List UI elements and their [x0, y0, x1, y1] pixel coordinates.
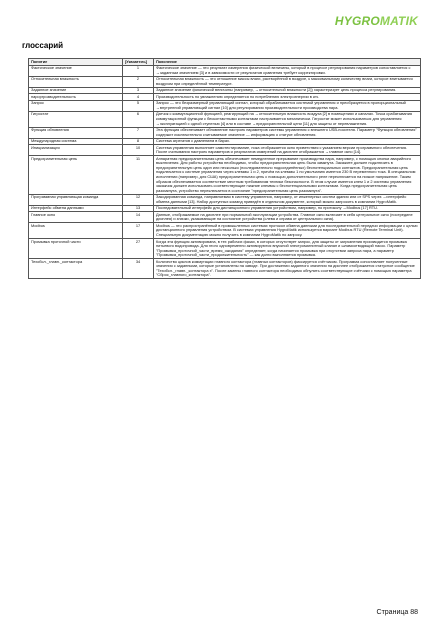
table-row	[29, 223, 421, 239]
table-row	[29, 194, 421, 205]
cell-term: Гигростат	[29, 111, 123, 127]
column-header-term: Понятие	[29, 59, 123, 66]
cell-description: Modbus — это распространённый в промышленных системах протокол обмена данными для последовательной передачи информации с целью дистанционного управления устройством. В системах управления HygroMatik используется вариант Modbus RTU (Remote Terminal Unit). Специальную документацию можно получить в компании HygroMatik по запросу.	[154, 223, 421, 239]
cell-description: Закодированная команда, направляемая в систему управления, например, от инженерных систем здания или от SPS через →интерфейс обмена данными [13]. Набор доступных команд приведён в отдельном документе, который можно запросить в компании HygroMatik.	[154, 194, 421, 205]
cell-term: Заданное значение	[29, 87, 123, 94]
cell-index: 4	[123, 94, 154, 101]
cell-description: Фактическое значение — это результат измерения физической величины, который в процессе регулирования параметров сопоставляется с →заданным значением [3] и в зависимости от результатов сравнения требует корректировки.	[154, 65, 421, 76]
table-row	[29, 111, 421, 127]
hygromatik-logo	[335, 14, 418, 28]
cell-index: 5	[123, 100, 154, 111]
cell-index: 2	[123, 76, 154, 87]
cell-description: Система агрегатов с давлением в барах.	[154, 138, 421, 145]
column-header-index: [Указатель]	[123, 59, 154, 66]
page-title: глоссарий	[22, 41, 64, 50]
cell-index: 10	[123, 145, 154, 156]
cell-term: Интерфейс обмена данными	[29, 205, 123, 212]
cell-index: 7	[123, 127, 154, 138]
logo-text-matik: MATIK	[379, 14, 418, 28]
cell-description: Последовательный интерфейс для дистанционного управления устройством, например, по протоколу →Modbus [17] RTU.	[154, 205, 421, 212]
cell-term: Фактическое значение	[29, 65, 123, 76]
cell-term: Промывка проточной части	[29, 239, 123, 259]
table-row	[29, 156, 421, 194]
column-header-description: Пояснение	[154, 59, 421, 66]
cell-term: Предохранительная цепь	[29, 156, 123, 194]
cell-term: Техобсл._главн._контактора	[29, 259, 123, 279]
cell-description: Запрос — это безразмерный управляющий сигнал, который обрабатывается системой управления и преобразуется в пропорциональный →внутренний управляющий сигнал [10] для регулирования производительности производства пара.	[154, 100, 421, 111]
cell-term: Программная управляющая команда	[29, 194, 123, 205]
cell-term: Относительная влажность	[29, 76, 123, 87]
cell-description: Заданное значение физической величины (например, →относительной влажности [2]) характеризует цель процесса регулирования.	[154, 87, 421, 94]
cell-index: 17	[123, 223, 154, 239]
cell-term: Международная система	[29, 138, 123, 145]
glossary-table-body	[29, 65, 421, 279]
cell-index: 11	[123, 156, 154, 194]
table-row	[29, 100, 421, 111]
table-row	[29, 239, 421, 259]
table-row	[29, 76, 421, 87]
table-row	[29, 65, 421, 76]
cell-description: Аппаратная предохранительная цепь обеспечивает немедленное прерывание производства пара, например, с помощью кнопки аварийного выключения. Для работы устройства необходимо, чтобы предохранительная цепь была замкнута. Закажите должен подключить в предохранительную цепь один или несколько (последовательно подсоединённых) беспотенциальных контактов. Предохранительная цепь подключается к системе управления через клеммы 1 и 2, причём на клеммы 1 по умолчанию имеется 230 В переменного тока. В специальном исполнении (например, для США) предохранительная цепь с помощью дополнительного реле переключается на низкое напряжение. Таким образом обеспечивается соответствие местным требованиям техники безопасности. В этом случае имеется клем 1 и 2 системы управления закажчик должен использовать соответствующие нижние клеммы с беспотенциальными контактами. Когда предохранительная цепь разомкнута, устройство переключается в состояние "предохранительная цепь разомкнута".	[154, 156, 421, 194]
cell-term: Запрос	[29, 100, 123, 111]
cell-index: 27	[123, 239, 154, 259]
cell-description: Количество циклов коммутации главного контактора (главных контакторов) фиксируется счётчиком. Программа сопоставляет полученные значения с заданными, которые установлены на заводе. При достижении заданного значения на дисплее отображается статусное сообщение "Техобсл._главн._контактора х". После замены главного контактора необходимо обнулить соответствующие счётчики с помощью параметра "Сброс_главного_контактора".	[154, 259, 421, 279]
cell-description: Датчик с коммутационной функцией, реагирующий на →относительную влажность воздуха [2] в помещениях и каналах. Точка срабатывания коммутационной функции с бесконтактными контактами настраивается механически. Гигростат может использоваться для управления →эксплуатацией с одной ступенью [4] или в составе →предохранительной цепи [11] для защиты от перевлажнения.	[154, 111, 421, 127]
cell-index: 14	[123, 212, 154, 223]
cell-term: пароргрозводительность	[29, 94, 123, 101]
cell-description: Относительная влажность — это отношение массы влаги, растворённой в воздухе, к максимальному количеству влаги, которое впитывается воздухом при определённой температуре.	[154, 76, 421, 87]
cell-index: 13	[123, 205, 154, 212]
cell-index: 34	[123, 259, 154, 279]
cell-term: Функция обновления	[29, 127, 123, 138]
cell-index: 1	[123, 65, 154, 76]
table-row	[29, 145, 421, 156]
cell-description: Данные, отображаемые на дисплее при нормальной эксплуатации устройства. Главное окно включает в себя центральное окно (посередине дисплея) и значки, указывающие на состояние устройства (слева и справа от центрального окна).	[154, 212, 421, 223]
cell-index: 8	[123, 138, 154, 145]
cell-index: 6	[123, 111, 154, 127]
cell-description: Эта функция обеспечивает обновление настроек параметров системы управления с внешнего USB-носителя. Параметр "Функция обновления" содержит исключительно считываемое значение — информацию о статусе обновления.	[154, 127, 421, 138]
cell-description: Система управления выполняет самотестирование, пока отображается окно приветствия с указанием версии программного обеспечения. После считывания настроек параметров и результатов измерений на дисплее отображается →главное окно [14].	[154, 145, 421, 156]
cell-index: 3	[123, 87, 154, 94]
cell-description: Когда эта функция активирована, в тех рабочих фазах, в которых отсутствует запрос, для защиты от загрязнения производится промывка питьевого водопровода. Для этого одновременно активируются впускной электромагнитный клапан и шламоотводящий насос. Параметр "Промывка_проточной_части_время_ожидания" определяет, когда начинается промывка при отсутствии запроса пара, а параметр "Промывка_проточной_части_продолжительность" — как долго выполняется промывка.	[154, 239, 421, 259]
table-row	[29, 212, 421, 223]
table-row	[29, 259, 421, 279]
page-number: Страница 88	[376, 609, 418, 616]
cell-term: Инициализация	[29, 145, 123, 156]
logo-text-hygro: HYGRO	[334, 14, 380, 28]
table-row	[29, 127, 421, 138]
cell-term: Modbus	[29, 223, 123, 239]
glossary-table	[28, 58, 421, 279]
cell-term: Главное окно	[29, 212, 123, 223]
cell-description: Производительность по увлажнению определяется по потреблению электроэнергии в кгч.	[154, 94, 421, 101]
cell-index: 12	[123, 194, 154, 205]
